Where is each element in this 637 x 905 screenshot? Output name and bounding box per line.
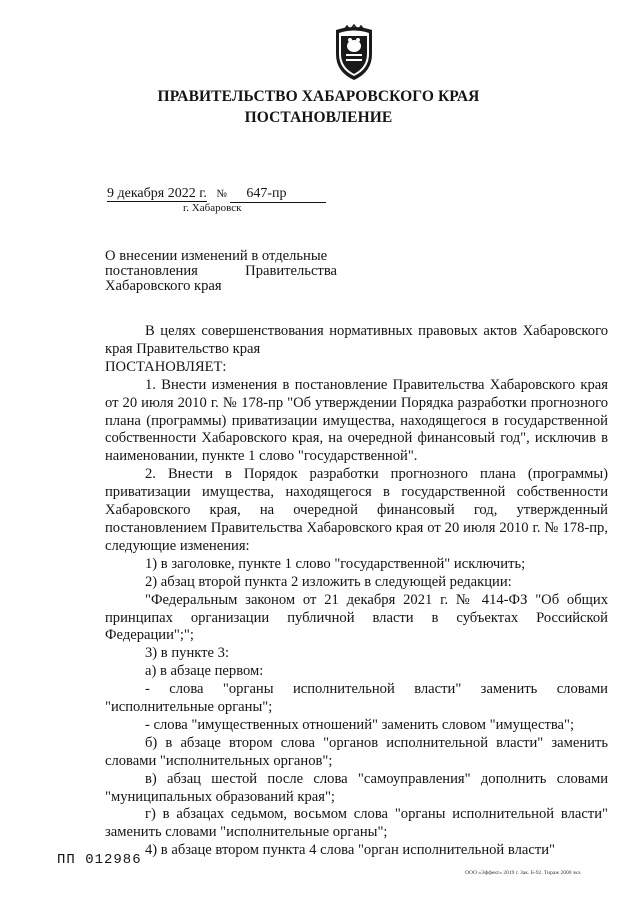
- paragraph-1: 1. Внести изменения в постановление Правительства Хабаровского края от 20 июля 2010 г. № 178-пр "Об утверждении Порядка разработки прогнозного плана (программы) приватизации имущества, находящегося в государственной собственности Хабаровского края, на очередной финансовый год", исключив в наименовании, пункте 1 слово "государственной".: [105, 376, 608, 465]
- list-item: 2) абзац второй пункта 2 изложить в следующей редакции:: [145, 573, 512, 590]
- document-type: ПОСТАНОВЛЕНИЕ: [244, 109, 393, 126]
- list-item: 1) в заголовке, пункте 1 слово "государственной" исключить;: [145, 555, 526, 572]
- list-item: 3) в пункте 3:: [145, 645, 230, 662]
- intro-paragraph: В целях совершенствования нормативных правовых актов Хабаровского края Правительство края: [105, 323, 608, 357]
- subject-line: О внесении изменений в отдельные: [105, 248, 328, 264]
- serial-number: ПП 012986: [57, 852, 142, 868]
- subject-line: Хабаровского края: [105, 278, 222, 294]
- list-item: г) в абзацах седьмом, восьмом слова "органы исполнительной власти" заменить словами "исполнительные органы";: [105, 806, 608, 841]
- document-date: 9 декабря 2022 г.: [107, 186, 207, 201]
- paragraph-2: 2. Внести в Порядок разработки прогнозного плана (программы) приватизации имущества, находящегося в государственной собственности Хабаровского края, на очередной финансовый год, утвержденный постановлением Правительства Хабаровского края от 20 июля 2010 г. № 178-пр, следующие изменения:: [105, 466, 608, 554]
- list-item: в) абзац шестой после слова "самоуправления" дополнить словами "муниципальных образований края";: [105, 770, 608, 805]
- document-date-row: [107, 186, 326, 203]
- document-body: [105, 323, 608, 860]
- khabarovsk-coat-of-arms-icon: [330, 24, 378, 82]
- printer-info: ООО «Эффект» 2019 г. Зак. Б-92. Тираж 2000 экз.: [465, 870, 582, 876]
- document-subject: [105, 249, 337, 294]
- list-item: 4) в абзаце втором пункта 4 слова "орган исполнительной власти": [145, 842, 555, 859]
- document-city: г. Хабаровск: [183, 202, 242, 214]
- number-sign: №: [216, 188, 227, 200]
- quoted-text: "Федеральным законом от 21 декабря 2021 г. № 414-ФЗ "Об общих принципах организации публичной власти в субъектах Российской Федерации";";: [105, 591, 608, 644]
- government-name: ПРАВИТЕЛЬСТВО ХАБАРОВСКОГО КРАЯ: [157, 88, 480, 105]
- document-number: 647-пр: [230, 186, 326, 203]
- list-item: б) в абзаце втором слова "органов исполнительной власти" заменить словами "исполнительных органов";: [105, 734, 608, 769]
- resolves-heading: ПОСТАНОВЛЯЕТ:: [105, 358, 227, 375]
- subject-line: постановления Правительства: [105, 263, 337, 279]
- list-item: а) в абзаце первом:: [145, 663, 264, 680]
- list-item: - слова "имущественных отношений" заменить словом "имущества";: [145, 716, 575, 733]
- list-item: - слова "органы исполнительной власти" заменить словами "исполнительные органы";: [105, 681, 608, 716]
